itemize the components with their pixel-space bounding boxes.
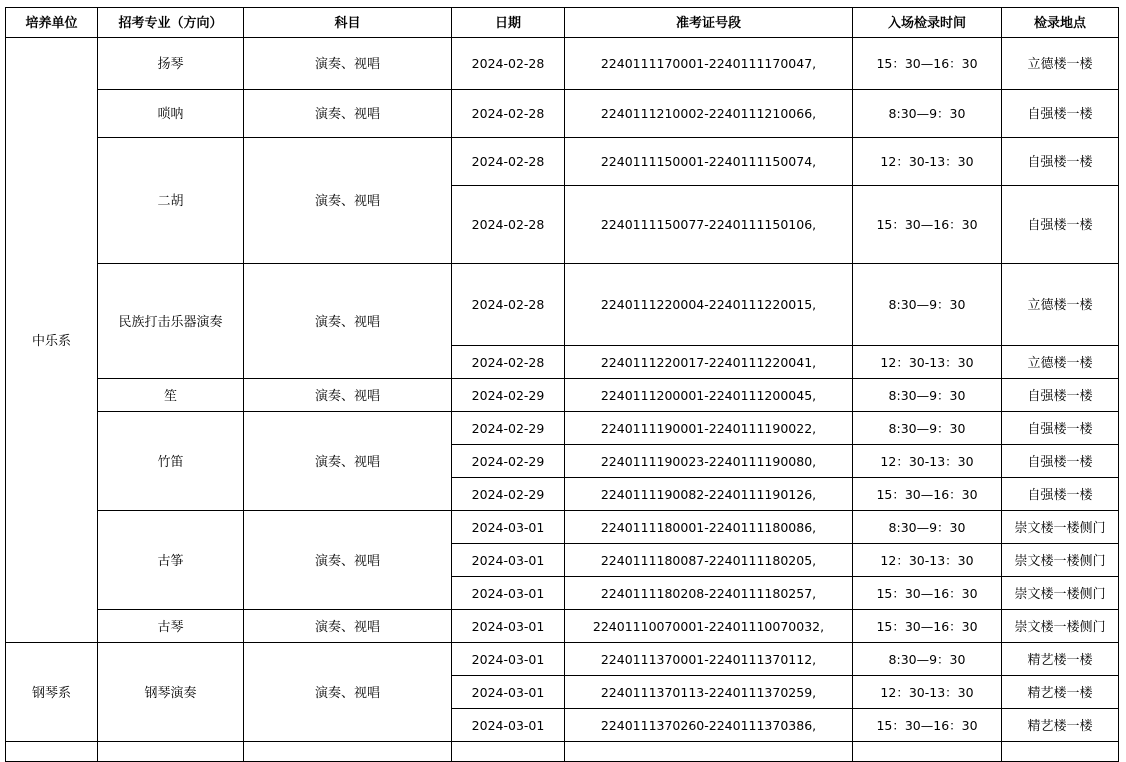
ticket-range-cell: 2240111200001-2240111200045,	[565, 379, 853, 412]
ticket-range-cell: 2240111190023-2240111190080,	[565, 445, 853, 478]
header-checkin-place: 检录地点	[1002, 8, 1119, 38]
table-row	[6, 610, 1119, 643]
date-cell: 2024-02-29	[452, 379, 565, 412]
ticket-range-cell: 22401110070001-22401110070032,	[565, 610, 853, 643]
empty-cell	[452, 742, 565, 762]
checkin-place-cell: 崇文楼一楼侧门	[1002, 511, 1119, 544]
major-cell: 古琴	[98, 610, 244, 643]
major-cell: 钢琴演奏	[98, 643, 244, 742]
ticket-range-cell: 2240111180087-2240111180205,	[565, 544, 853, 577]
ticket-range-cell: 2240111370001-2240111370112,	[565, 643, 853, 676]
ticket-range-cell: 2240111190082-2240111190126,	[565, 478, 853, 511]
checkin-time-cell: 12：30-13：30	[853, 346, 1002, 379]
table-row	[6, 90, 1119, 138]
date-cell: 2024-02-28	[452, 38, 565, 90]
checkin-time-cell: 8:30—9：30	[853, 90, 1002, 138]
date-cell: 2024-02-28	[452, 186, 565, 264]
table-row	[6, 412, 1119, 445]
checkin-place-cell: 自强楼一楼	[1002, 90, 1119, 138]
date-cell: 2024-03-01	[452, 544, 565, 577]
checkin-time-cell: 15：30—16：30	[853, 478, 1002, 511]
checkin-place-cell: 精艺楼一楼	[1002, 709, 1119, 742]
empty-cell	[853, 742, 1002, 762]
major-cell: 古筝	[98, 511, 244, 610]
ticket-range-cell: 2240111170001-2240111170047,	[565, 38, 853, 90]
checkin-time-cell: 15：30—16：30	[853, 709, 1002, 742]
ticket-range-cell: 2240111190001-2240111190022,	[565, 412, 853, 445]
empty-cell	[1002, 742, 1119, 762]
table-row	[6, 379, 1119, 412]
subject-cell: 演奏、视唱	[244, 511, 452, 610]
major-cell: 二胡	[98, 138, 244, 264]
checkin-time-cell: 15：30—16：30	[853, 38, 1002, 90]
header-subject: 科目	[244, 8, 452, 38]
major-cell: 扬琴	[98, 38, 244, 90]
checkin-time-cell: 15：30—16：30	[853, 610, 1002, 643]
date-cell: 2024-03-01	[452, 511, 565, 544]
checkin-place-cell: 精艺楼一楼	[1002, 643, 1119, 676]
header-unit: 培养单位	[6, 8, 98, 38]
subject-cell: 演奏、视唱	[244, 379, 452, 412]
major-cell: 竹笛	[98, 412, 244, 511]
date-cell: 2024-03-01	[452, 577, 565, 610]
checkin-place-cell: 立德楼一楼	[1002, 346, 1119, 379]
date-cell: 2024-03-01	[452, 709, 565, 742]
department-cell: 中乐系	[6, 38, 98, 643]
checkin-time-cell: 8:30—9：30	[853, 379, 1002, 412]
header-checkin-time: 入场检录时间	[853, 8, 1002, 38]
checkin-time-cell: 8:30—9：30	[853, 511, 1002, 544]
checkin-time-cell: 8:30—9：30	[853, 412, 1002, 445]
checkin-time-cell: 12：30-13：30	[853, 544, 1002, 577]
checkin-place-cell: 自强楼一楼	[1002, 478, 1119, 511]
checkin-place-cell: 自强楼一楼	[1002, 445, 1119, 478]
major-cell: 民族打击乐器演奏	[98, 264, 244, 379]
checkin-place-cell: 自强楼一楼	[1002, 186, 1119, 264]
date-cell: 2024-02-29	[452, 478, 565, 511]
checkin-place-cell: 立德楼一楼	[1002, 264, 1119, 346]
ticket-range-cell: 2240111370113-2240111370259,	[565, 676, 853, 709]
major-cell: 唢呐	[98, 90, 244, 138]
checkin-time-cell: 12：30-13：30	[853, 676, 1002, 709]
subject-cell: 演奏、视唱	[244, 138, 452, 264]
checkin-time-cell: 15：30—16：30	[853, 186, 1002, 264]
subject-cell: 演奏、视唱	[244, 610, 452, 643]
checkin-time-cell: 8:30—9：30	[853, 264, 1002, 346]
checkin-place-cell: 精艺楼一楼	[1002, 676, 1119, 709]
subject-cell: 演奏、视唱	[244, 38, 452, 90]
checkin-place-cell: 自强楼一楼	[1002, 379, 1119, 412]
date-cell: 2024-02-28	[452, 264, 565, 346]
empty-cell	[244, 742, 452, 762]
header-date: 日期	[452, 8, 565, 38]
ticket-range-cell: 2240111220004-2240111220015,	[565, 264, 853, 346]
header-major: 招考专业（方向）	[98, 8, 244, 38]
table-row	[6, 138, 1119, 186]
checkin-place-cell: 立德楼一楼	[1002, 38, 1119, 90]
checkin-time-cell: 8:30—9：30	[853, 643, 1002, 676]
checkin-place-cell: 自强楼一楼	[1002, 138, 1119, 186]
department-cell: 钢琴系	[6, 643, 98, 742]
table-row-partial	[6, 742, 1119, 762]
empty-cell	[565, 742, 853, 762]
subject-cell: 演奏、视唱	[244, 264, 452, 379]
subject-cell: 演奏、视唱	[244, 90, 452, 138]
checkin-place-cell: 崇文楼一楼侧门	[1002, 610, 1119, 643]
table-row	[6, 264, 1119, 346]
date-cell: 2024-02-28	[452, 346, 565, 379]
header-row	[6, 8, 1119, 38]
empty-cell	[6, 742, 98, 762]
ticket-range-cell: 2240111210002-2240111210066,	[565, 90, 853, 138]
checkin-place-cell: 崇文楼一楼侧门	[1002, 544, 1119, 577]
checkin-time-cell: 12：30-13：30	[853, 138, 1002, 186]
date-cell: 2024-02-28	[452, 138, 565, 186]
date-cell: 2024-03-01	[452, 610, 565, 643]
checkin-time-cell: 15：30—16：30	[853, 577, 1002, 610]
ticket-range-cell: 2240111150001-2240111150074,	[565, 138, 853, 186]
date-cell: 2024-02-29	[452, 412, 565, 445]
subject-cell: 演奏、视唱	[244, 643, 452, 742]
checkin-place-cell: 崇文楼一楼侧门	[1002, 577, 1119, 610]
checkin-time-cell: 12：30-13：30	[853, 445, 1002, 478]
ticket-range-cell: 2240111180001-2240111180086,	[565, 511, 853, 544]
empty-cell	[98, 742, 244, 762]
major-cell: 笙	[98, 379, 244, 412]
subject-cell: 演奏、视唱	[244, 412, 452, 511]
header-ticket-range: 准考证号段	[565, 8, 853, 38]
ticket-range-cell: 2240111370260-2240111370386,	[565, 709, 853, 742]
table-row	[6, 38, 1119, 90]
date-cell: 2024-03-01	[452, 643, 565, 676]
table-row	[6, 511, 1119, 544]
ticket-range-cell: 2240111180208-2240111180257,	[565, 577, 853, 610]
ticket-range-cell: 2240111220017-2240111220041,	[565, 346, 853, 379]
checkin-place-cell: 自强楼一楼	[1002, 412, 1119, 445]
date-cell: 2024-03-01	[452, 676, 565, 709]
table-row	[6, 643, 1119, 676]
date-cell: 2024-02-28	[452, 90, 565, 138]
ticket-range-cell: 2240111150077-2240111150106,	[565, 186, 853, 264]
exam-schedule-table	[5, 7, 1119, 762]
date-cell: 2024-02-29	[452, 445, 565, 478]
